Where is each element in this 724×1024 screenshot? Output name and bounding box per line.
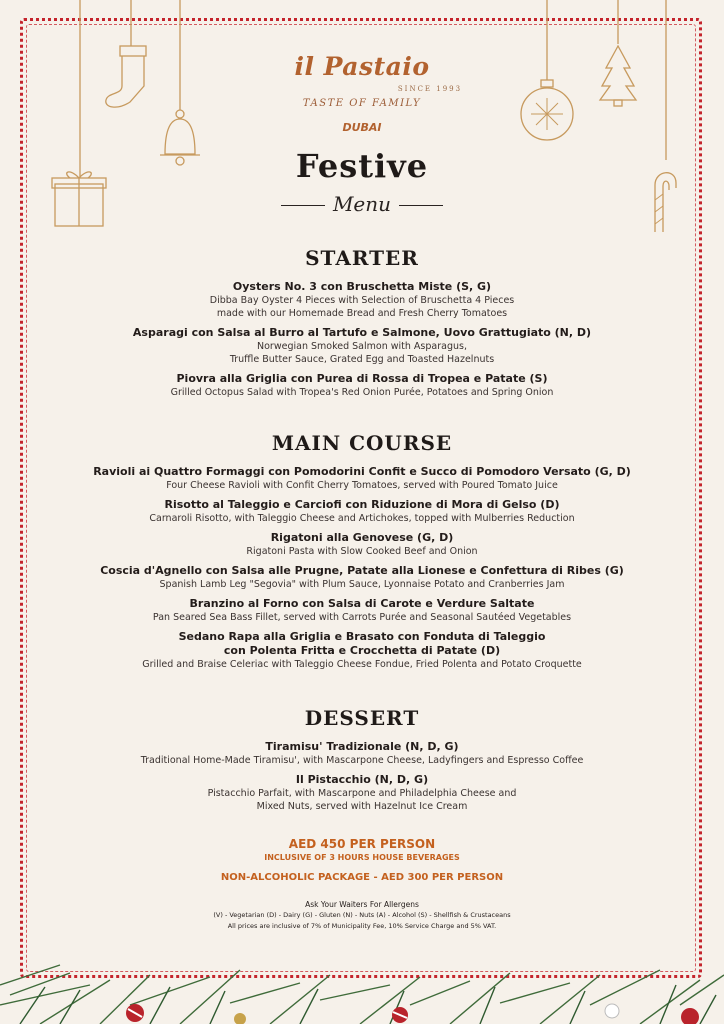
dish-name: Oysters No. 3 con Bruschetta Miste (S, G) — [232, 280, 492, 293]
dish-name: Tiramisu' Tradizionale (N, D, G) — [265, 740, 459, 753]
brand-tagline: TASTE OF FAMILY — [302, 98, 422, 109]
dish-name: Coscia d'Agnello con Salsa alle Prugne, Patate alla Lionese e Confettura di Ribes (G) — [100, 564, 624, 577]
menu-item — [60, 597, 664, 624]
menu-item — [60, 773, 664, 813]
dish-description: Spanish Lamb Leg "Segovia" with Plum Sauce, Lyonnaise Potato and Cranberries Jam — [159, 579, 565, 590]
menu-item — [60, 326, 664, 366]
subtitle-rule-left — [281, 205, 325, 206]
dish-name: Ravioli ai Quattro Formaggi con Pomodorini Confit e Succo di Pomodoro Versato (G, D) — [93, 465, 631, 478]
dish-name: Risotto al Taleggio e Carciofi con Riduzione di Mora di Gelso (D) — [164, 498, 560, 511]
location-label: DUBAI — [342, 121, 382, 134]
page-title: Festive — [295, 147, 429, 185]
pine-branch-icon — [0, 925, 724, 1024]
dish-name: Asparagi con Salsa al Burro al Tartufo e Salmone, Uovo Grattugiato (N, D) — [132, 326, 592, 339]
dish-name: Rigatoni alla Genovese (G, D) — [270, 531, 454, 544]
main-course-section — [60, 431, 664, 671]
dish-description: Pistacchio Parfait, with Mascarpone and Philadelphia Cheese and Mixed Nuts, served with Hazelnut Ice Cream — [207, 788, 517, 812]
menu-item — [60, 465, 664, 492]
dish-description: Four Cheese Ravioli with Confit Cherry Tomatoes, served with Poured Tomato Juice — [166, 480, 558, 491]
dish-description: Grilled and Braise Celeriac with Taleggio Cheese Fondue, Fried Polenta and Potato Croquette — [142, 659, 582, 670]
dish-description: Traditional Home-Made Tiramisu', with Mascarpone Cheese, Ladyfingers and Espresso Coffee — [140, 755, 584, 766]
vat-note: All prices are inclusive of 7% of Municipality Fee, 10% Service Charge and 5% VAT. — [227, 922, 497, 930]
menu-item — [60, 280, 664, 320]
price-per-person: AED 450 PER PERSON — [288, 837, 436, 851]
subtitle-rule-right — [399, 205, 443, 206]
subtitle-text: Menu — [332, 192, 392, 216]
dish-description: Pan Seared Sea Bass Fillet, served with Carrots Purée and Seasonal Sautéed Vegetables — [152, 612, 572, 623]
menu-item — [60, 531, 664, 558]
starter-section — [60, 246, 664, 399]
dish-description: Dibba Bay Oyster 4 Pieces with Selection of Bruschetta 4 Pieces made with our Homemade Bread and Fresh Cherry Tomatoes — [209, 295, 515, 319]
section-title-main-course: MAIN COURSE — [271, 431, 453, 455]
section-title-dessert: DESSERT — [304, 706, 420, 730]
brand-since: SINCE 1993 — [397, 85, 463, 93]
menu-item — [60, 372, 664, 399]
price-inclusions: INCLUSIVE OF 3 HOURS HOUSE BEVERAGES — [264, 853, 460, 862]
bell-icon — [160, 0, 200, 165]
dessert-section — [60, 706, 664, 813]
dish-description: Carnaroli Risotto, with Taleggio Cheese and Artichokes, topped with Mulberries Reduction — [149, 513, 575, 524]
page-subtitle — [0, 192, 724, 216]
dish-description: Norwegian Smoked Salmon with Asparagus, Truffle Butter Sauce, Grated Egg and Toasted Hazelnuts — [229, 341, 495, 365]
dish-description: Grilled Octopus Salad with Tropea's Red Onion Purée, Potatoes and Spring Onion — [170, 387, 554, 398]
allergen-legend: (V) - Vegetarian (D) - Dairy (G) - Gluten (N) - Nuts (A) - Alcohol (S) - Shellfish & Crustaceans — [213, 911, 511, 919]
menu-item — [60, 564, 664, 591]
menu-item — [60, 498, 664, 525]
allergen-notice: Ask Your Waiters For Allergens — [305, 900, 419, 909]
dish-name: Il Pistacchio (N, D, G) — [295, 773, 429, 786]
dish-description: Rigatoni Pasta with Slow Cooked Beef and Onion — [246, 546, 478, 557]
section-title-starter: STARTER — [305, 246, 419, 270]
menu-item — [60, 740, 664, 767]
dish-name: Branzino al Forno con Salsa di Carote e Verdure Saltate — [189, 597, 535, 610]
dish-name: Piovra alla Griglia con Purea di Rossa di Tropea e Patate (S) — [176, 372, 548, 385]
menu-item — [60, 630, 664, 671]
dish-name: Sedano Rapa alla Griglia e Brasato con Fonduta di Taleggio con Polenta Fritta e Crocchetta di Patate (D) — [178, 630, 546, 657]
brand-logo: il Pastaio — [294, 52, 430, 81]
non-alcoholic-price: NON-ALCOHOLIC PACKAGE - AED 300 PER PERSON — [220, 872, 504, 883]
